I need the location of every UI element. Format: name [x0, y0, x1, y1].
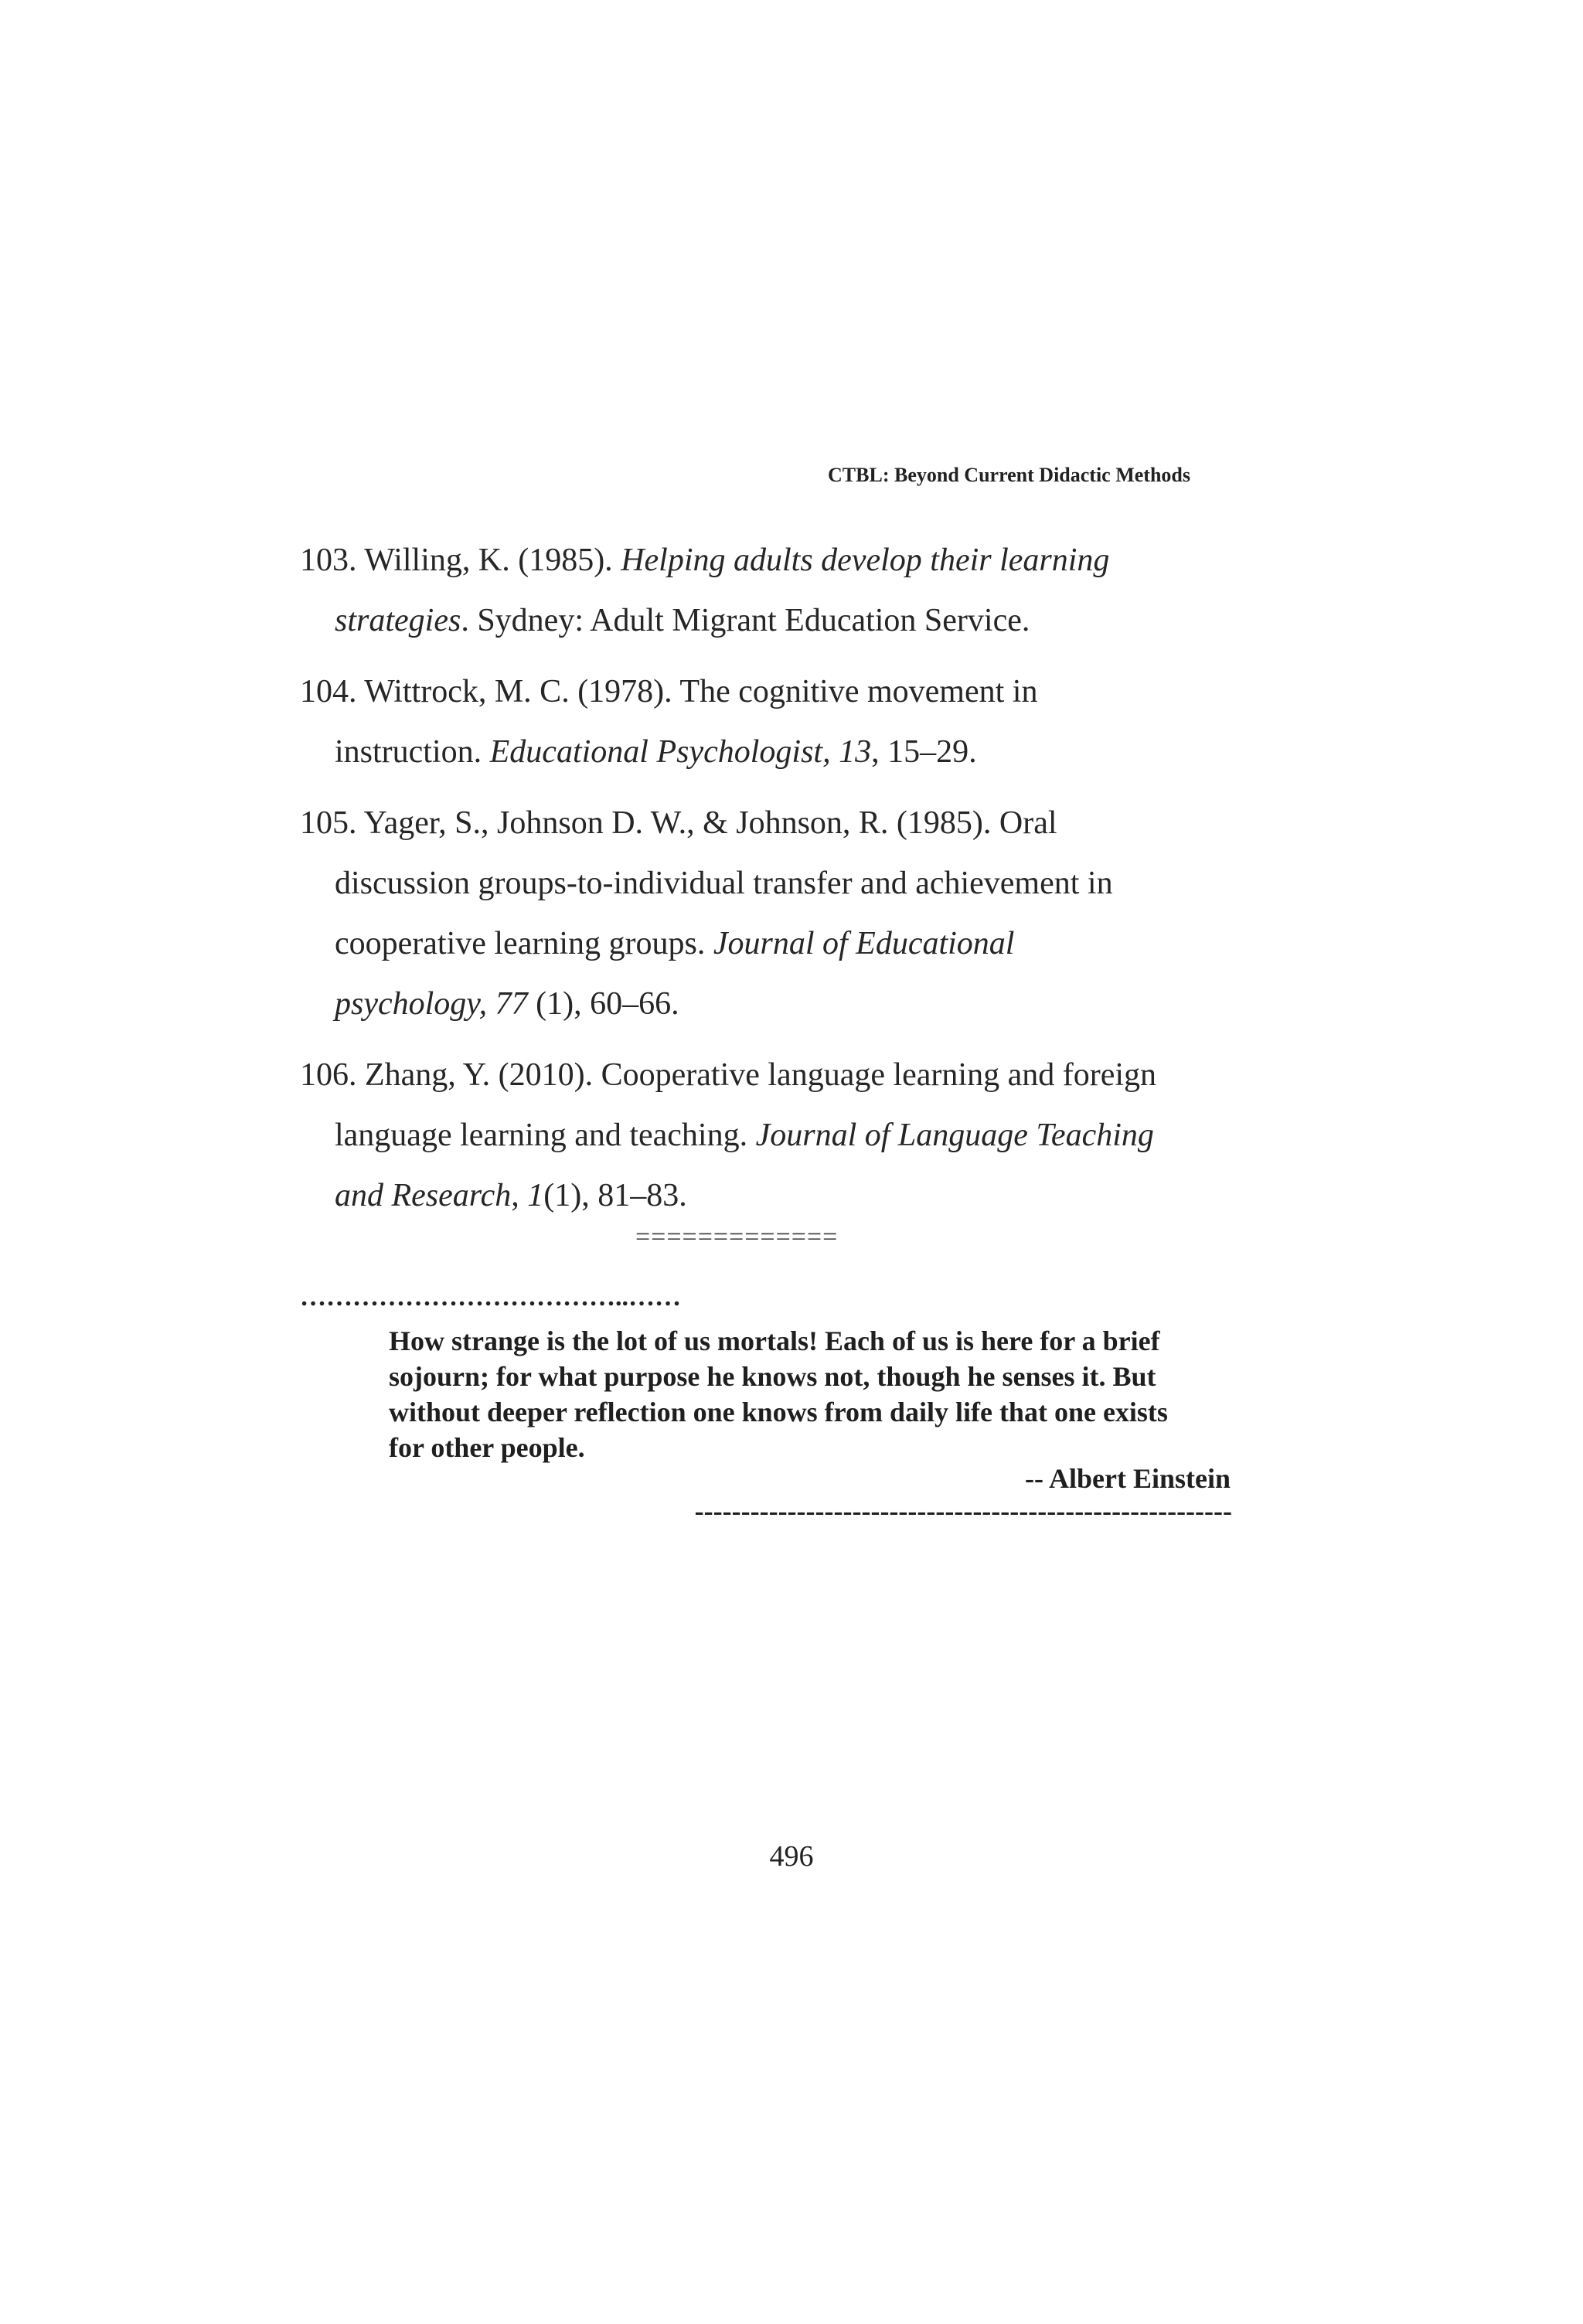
reference-text: , [511, 1178, 528, 1213]
reference-list [300, 530, 1274, 1237]
quote-line: for other people. [389, 1432, 585, 1463]
reference-text-italic: and Research [335, 1178, 512, 1213]
reference-text-italic: strategies [335, 603, 461, 638]
reference-text: 106. Zhang, Y. (2010). Cooperative language learning and foreign [300, 1057, 1157, 1093]
reference-item [300, 530, 1274, 651]
reference-text: . Sydney: Adult Migrant Education Service. [461, 603, 1030, 638]
running-header: CTBL: Beyond Current Didactic Methods [828, 464, 1190, 486]
reference-line [300, 530, 1274, 590]
reference-line [300, 1165, 1274, 1226]
reference-text: 103. Willing, K. (1985). [300, 543, 621, 578]
reference-line [300, 974, 1274, 1034]
reference-line [300, 914, 1274, 974]
section-separator: ============= [635, 1223, 839, 1251]
reference-item [300, 662, 1274, 782]
reference-item [300, 1045, 1274, 1226]
reference-text: language learning and teaching. [335, 1118, 756, 1153]
reference-text-italic: Journal of Language Teaching [755, 1118, 1154, 1153]
reference-text-italic: Journal of Educational [713, 926, 1015, 961]
reference-text-italic: psychology, 77 [335, 986, 528, 1022]
reference-line [300, 590, 1274, 651]
reference-line [300, 662, 1274, 722]
reference-text: 105. Yager, S., Johnson D. W., & Johnson, R. (1985). Oral [300, 805, 1057, 841]
reference-text: (1), 81–83. [543, 1178, 687, 1213]
page-number: 496 [769, 1840, 814, 1873]
dashed-rule: ---------------------------------------------------------- [694, 1495, 1232, 1526]
reference-text-italic: 1 [527, 1178, 544, 1213]
reference-item [300, 793, 1274, 1034]
dotted-leader: ………………………………..…… [300, 1283, 681, 1312]
reference-text: 104. Wittrock, M. C. (1978). The cognitive movement in [300, 674, 1038, 709]
reference-line [300, 793, 1274, 853]
quote-line: without deeper reflection one knows from daily life that one exists [389, 1397, 1168, 1427]
reference-text-italic: Educational Psychologist, 13 [489, 734, 872, 770]
quote-line: How strange is the lot of us mortals! Each of us is here for a brief [389, 1325, 1160, 1356]
reference-line [300, 1105, 1274, 1165]
reference-line [300, 1045, 1274, 1105]
reference-text: (1), 60–66. [527, 986, 679, 1022]
reference-text: cooperative learning groups. [335, 926, 713, 961]
reference-text-italic: Helping adults develop their learning [621, 543, 1110, 578]
reference-text: discussion groups-to-individual transfer and achievement in [335, 866, 1113, 901]
quote-block [389, 1323, 1239, 1465]
quote-attribution: -- Albert Einstein [1025, 1463, 1231, 1494]
reference-text: , 15–29. [871, 734, 977, 770]
reference-text: instruction. [335, 734, 490, 770]
reference-line [300, 853, 1274, 914]
quote-line: sojourn; for what purpose he knows not, though he senses it. But [389, 1361, 1156, 1392]
reference-line [300, 722, 1274, 782]
